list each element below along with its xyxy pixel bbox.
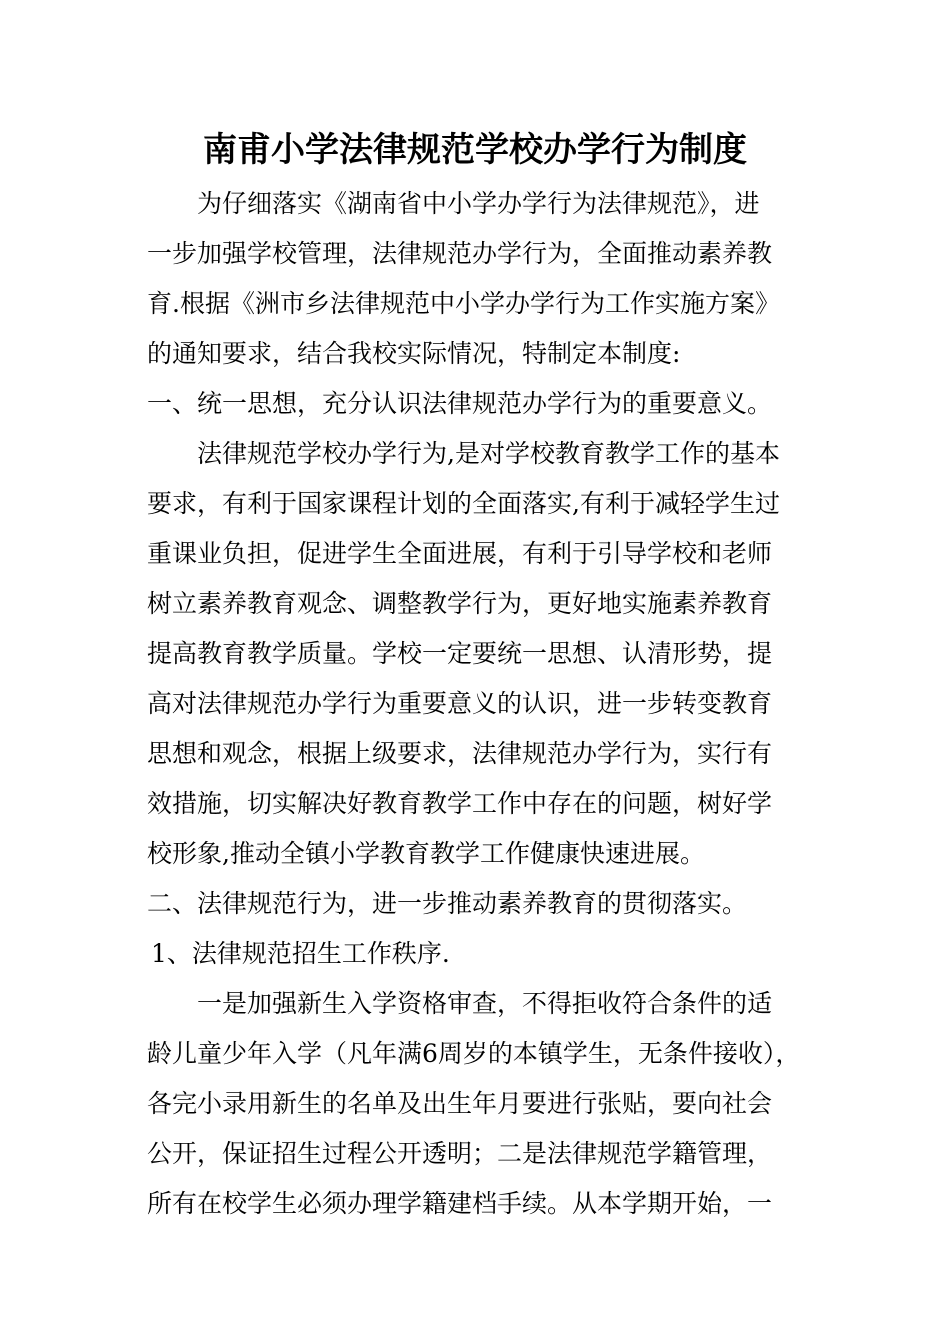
paragraph-line: 公开，保证招生过程公开透明；二是法律规范学籍管理，: [147, 1139, 773, 1168]
section-heading-1: 一、统一思想，充分认识法律规范办学行为的重要意义。: [147, 389, 773, 418]
paragraph-line: 龄儿童少年入学（凡年满6周岁的本镇学生，无条件接收），: [147, 1039, 801, 1068]
section-heading-2: 二、法律规范行为，进一步推动素养教育的贯彻落实。: [147, 889, 748, 918]
paragraph-line: 为仔细落实《湖南省中小学办学行为法律规范》，进: [197, 189, 760, 218]
subsection-heading-1: 1、法律规范招生工作秩序.: [151, 939, 450, 968]
paragraph-line: 效措施，切实解决好教育教学工作中存在的问题，树好学: [147, 789, 773, 818]
paragraph-line: 校形象,推动全镇小学教育教学工作健康快速进展。: [147, 839, 705, 868]
paragraph-line: 各完小录用新生的名单及出生年月要进行张贴，要向社会: [147, 1089, 773, 1118]
paragraph-line: 的通知要求，结合我校实际情况，特制定本制度:: [147, 339, 681, 368]
paragraph-line: 高对法律规范办学行为重要意义的认识，进一步转变教育: [147, 689, 773, 718]
paragraph-line: 要求，有利于国家课程计划的全面落实,有利于减轻学生过: [147, 489, 780, 518]
paragraph-line: 一是加强新生入学资格审查，不得拒收符合条件的适: [197, 989, 773, 1018]
paragraph-line: 思想和观念，根据上级要求，法律规范办学行为，实行有: [147, 739, 773, 768]
paragraph-line: 树立素养教育观念、调整教学行为，更好地实施素养教育: [147, 589, 773, 618]
document-title: 南甫小学法律规范学校办学行为制度: [203, 130, 747, 170]
paragraph-line: 所有在校学生必须办理学籍建档手续。从本学期开始，一: [147, 1189, 773, 1218]
document-body: [147, 179, 807, 1229]
paragraph-line: 重课业负担，促进学生全面进展，有利于引导学校和老师: [147, 539, 773, 568]
paragraph-line: 育.根据《洲市乡法律规范中小学办学行为工作实施方案》: [147, 289, 780, 318]
paragraph-line: 提高教育教学质量。学校一定要统一思想、认清形势，提: [147, 639, 773, 668]
paragraph-line: 法律规范学校办学行为,是对学校教育教学工作的基本: [197, 439, 780, 468]
paragraph-line: 一步加强学校管理，法律规范办学行为，全面推动素养教: [147, 239, 773, 268]
